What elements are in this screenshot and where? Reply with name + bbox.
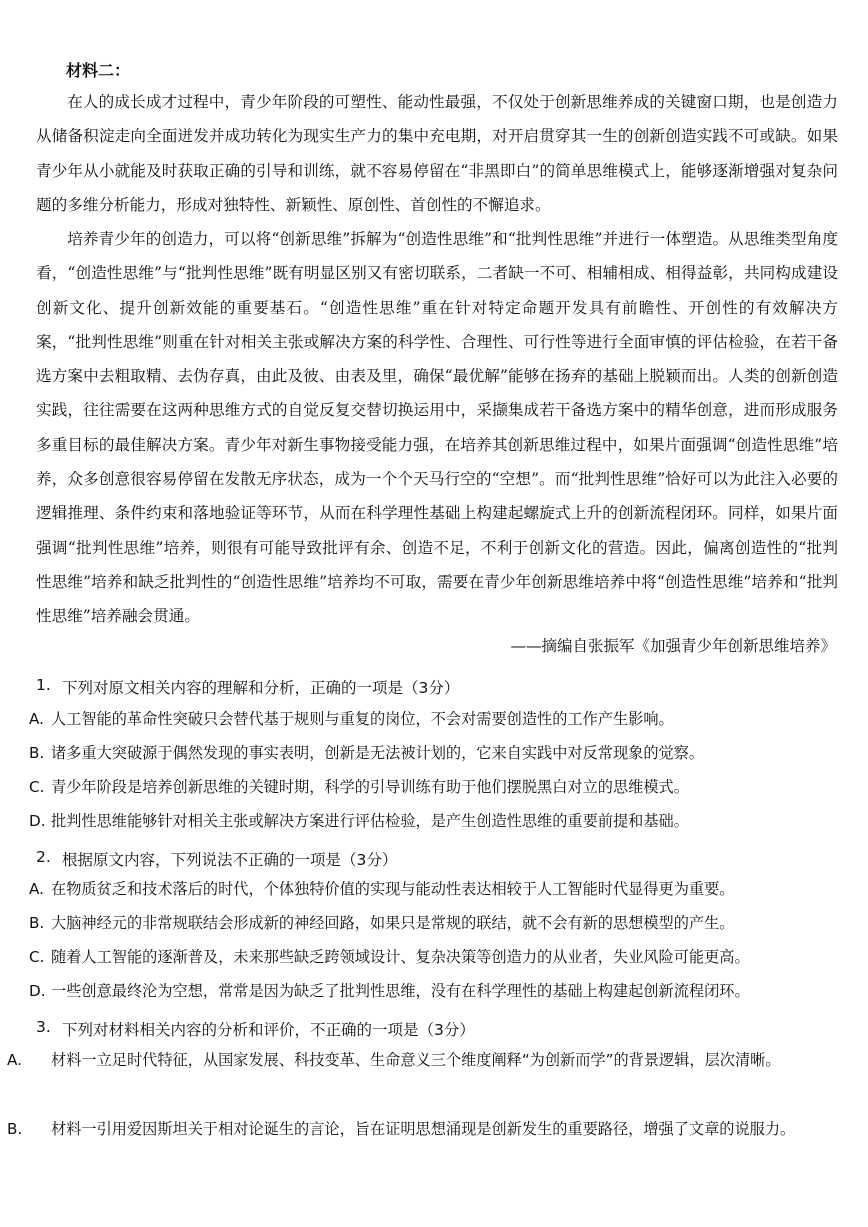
option-label: A.	[29, 710, 44, 728]
material-heading: 材料二：	[66, 61, 131, 80]
option-text: 诸多重大突破源于偶然发现的事实表明，创新是无法被计划的，它来自实践中对反常现象的觉察。	[51, 744, 705, 762]
option-1d	[29, 804, 802, 839]
option-label: B.	[7, 1120, 23, 1138]
option-text: 在物质贫乏和技术落后的时代，个体独特价值的实现与能动性表达相较于人工智能时代显得更为重要。	[51, 880, 735, 898]
option-label: C.	[29, 948, 45, 966]
option-text: 人工智能的革命性突破只会替代基于规则与重复的岗位，不会对需要创造性的工作产生影响。	[51, 710, 674, 728]
question-stem: 下列对原文相关内容的理解和分析，正确的一项是（3分）	[62, 679, 460, 697]
question-stem: 下列对材料相关内容的分析和评价，不正确的一项是（3分）	[62, 1021, 475, 1039]
option-label: D.	[29, 812, 46, 830]
option-3b	[7, 1112, 824, 1147]
option-2d	[29, 974, 802, 1009]
option-1a	[29, 702, 802, 737]
option-label: B.	[29, 914, 45, 932]
paragraph-1: 在人的成长成才过程中，青少年阶段的可塑性、能动性最强，不仅处于创新思维养成的关键窗口期，也是创造力从储备积淀走向全面迸发并成功转化为现实生产力的集中充电期，对开启贯穿其一生的创新创造实践不可或缺。如果青少年从小就能及时获取正确的引导和训练，就不容易停留在“非黑即白”的简单思维模式上，能够逐渐增强对复杂问题的多维分析能力，形成对独特性、新颖性、原创性、首创性的不懈追求。	[36, 93, 838, 214]
option-text: 一些创意最终沦为空想，常常是因为缺乏了批判性思维，没有在科学理性的基础上构建起创新流程闭环。	[51, 982, 750, 1000]
option-label: C.	[29, 778, 45, 796]
question-stem: 根据原文内容，下列说法不正确的一项是（3分）	[62, 851, 398, 869]
option-2c	[29, 940, 802, 975]
option-label: A.	[7, 1051, 22, 1069]
option-text: 随着人工智能的逐渐普及，未来那些缺乏跨领域设计、复杂决策等创造力的从业者，失业风险可能更高。	[51, 948, 750, 966]
option-text: 材料一立足时代特征，从国家发展、科技变革、生命意义三个维度阐释“为创新而学”的背景逻辑，层次清晰。	[51, 1051, 781, 1069]
paragraph-2: 培养青少年的创造力，可以将“创新思维”拆解为“创造性思维”和“批判性思维”并进行一体塑造。从思维类型角度看，“创造性思维”与“批判性思维”既有明显区别又有密切联系，二者缺一不可、相辅相成、相得益彰，共同构成建设创新文化、提升创新效能的重要基石。“创造性思维”重在针对特定命题开发具有前瞻性、开创性的有效解决方案，“批判性思维”则重在针对相关主张或解决方案的科学性、合理性、可行性等进行全面审慎的评估检验，在若干备选方案中去粗取精、去伪存真，由此及彼、由表及里，确保“最优解”能够在扬弃的基础上脱颖而出。人类的创新创造实践，往往需要在这两种思维方式的自觉反复交替切换运用中，采撷集成若干备选方案中的精华创意，进而形成服务多重目标的最佳解决方案。青少年对新生事物接受能力强，在培养其创新思维过程中，如果片面强调“创造性思维”培养，众多创意很容易停留在发散无序状态，成为一个个天马行空的“空想”。而“批判性思维”恰好可以为此注入必要的逻辑推理、条件约束和落地验证等环节，从而在科学理性基础上构建起螺旋式上升的创新流程闭环。同样，如果片面强调“批判性思维”培养，则很有可能导致批评有余、创造不足，不利于创新文化的营造。因此，偏离创造性的“批判性思维”培养和缺乏批判性的“创造性思维”培养均不可取，需要在青少年创新思维培养中将“创造性思维”培养和“批判性思维”培养融会贯通。	[36, 230, 838, 626]
option-text: 材料一引用爱因斯坦关于相对论诞生的言论，旨在证明思想涌现是创新发生的重要路径，增强了文章的说服力。	[51, 1120, 796, 1138]
question-number: 3.	[36, 1018, 51, 1036]
option-text: 批判性思维能够针对相关主张或解决方案进行评估检验，是产生创造性思维的重要前提和基础。	[51, 812, 689, 830]
option-text: 大脑神经元的非常规联结会形成新的神经回路，如果只是常规的联结，就不会有新的思想模型的产生。	[51, 914, 735, 932]
option-label: D.	[29, 982, 46, 1000]
source-citation: ——摘编自张振军《加强青少年创新思维培养》	[510, 637, 836, 655]
option-2a	[29, 872, 802, 907]
option-3a	[7, 1043, 824, 1078]
option-1c	[29, 770, 802, 805]
option-2b	[29, 906, 802, 941]
question-number: 1.	[36, 676, 51, 694]
option-text: 青少年阶段是培养创新思维的关键时期，科学的引导训练有助于他们摆脱黑白对立的思维模式。	[51, 778, 689, 796]
option-label: B.	[29, 744, 45, 762]
question-number: 2.	[36, 848, 51, 866]
option-label: A.	[29, 880, 44, 898]
option-1b	[29, 736, 802, 771]
